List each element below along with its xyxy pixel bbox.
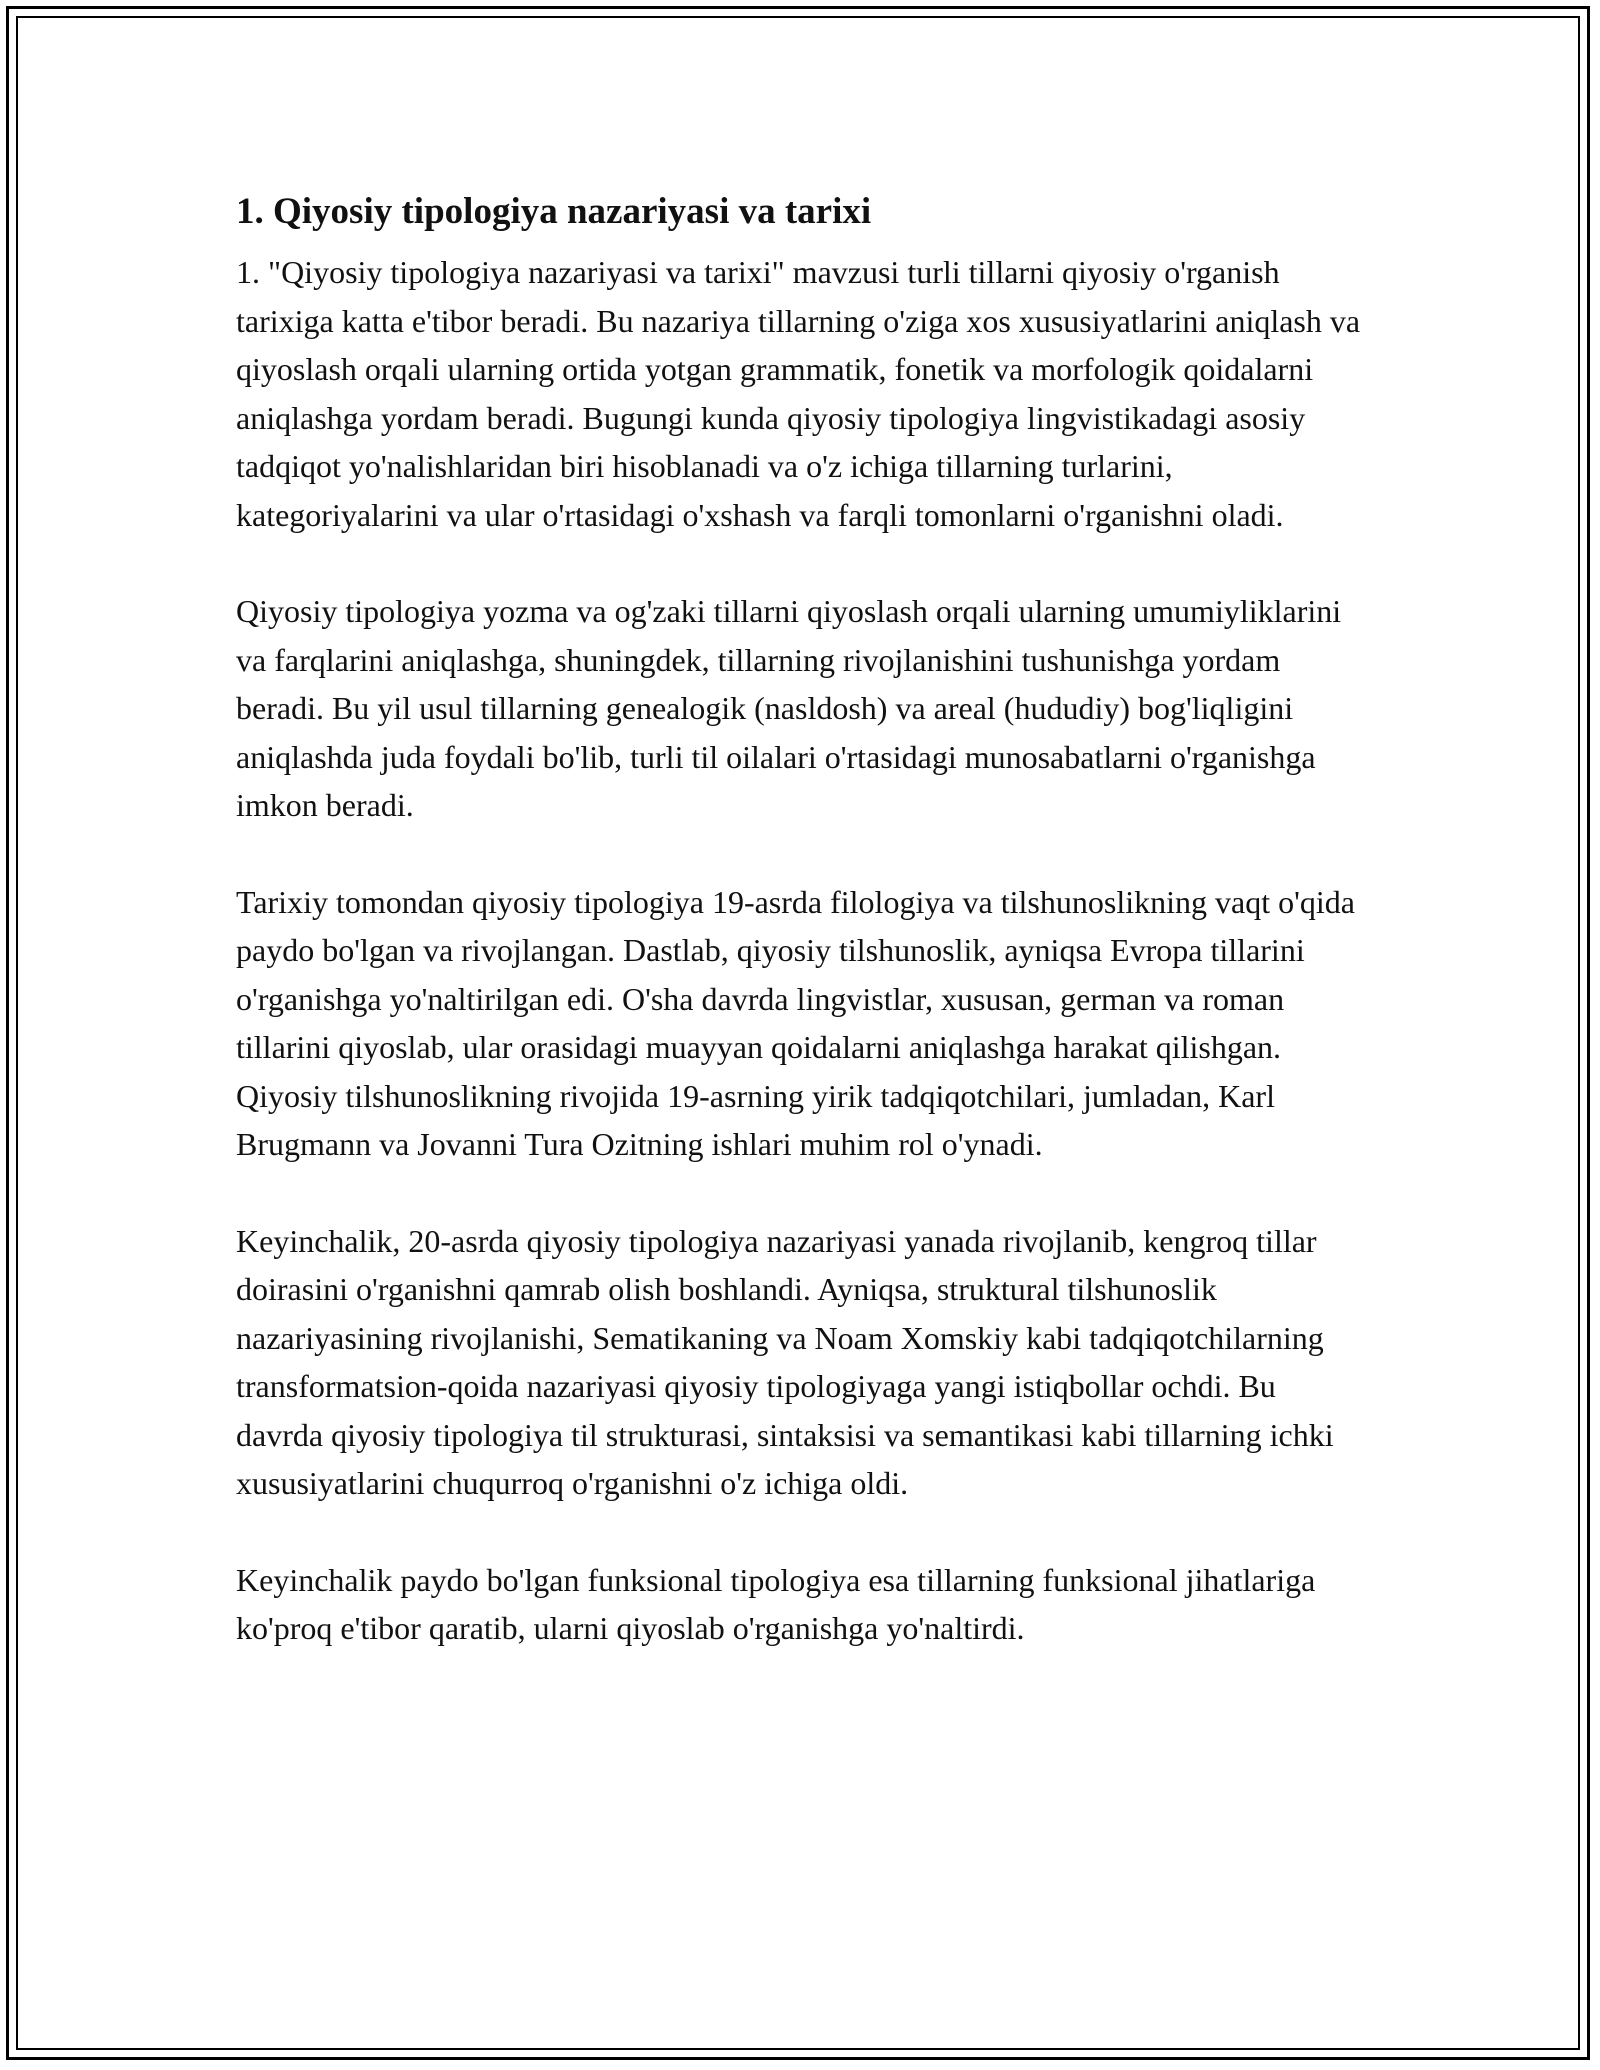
document-body	[236, 186, 1366, 1701]
paragraph-4: Keyinchalik, 20-asrda qiyosiy tipologiya nazariyasi yanada rivojlanib, kengroq tillar doirasini o'rganishni qamrab olish boshlandi. Ayniqsa, struktural tilshunoslik nazariyasining rivojlanishi, Sematikaning va Noam Xomskiy kabi tadqiqotchilarning transformatsion-qoida nazariyasi qiyosiy tipologiyaga yangi istiqbollar ochdi. Bu davrda qiyosiy tipologiya til strukturasi, sintaksisi va semantikasi kabi tillarning ichki xususiyatlarini chuqurroq o'rganishni o'z ichiga oldi.	[236, 1222, 1334, 1501]
paragraph-1: 1. "Qiyosiy tipologiya nazariyasi va tarixi" mavzusi turli tillarni qiyosiy o'rganish tarixiga katta e'tibor beradi. Bu nazariya tillarning o'ziga xos xususiyatlarini aniqlash va qiyoslash orqali ularning ortida yotgan grammatik, fonetik va morfologik qoidalarni aniqlashga yordam beradi. Bugungi kunda qiyosiy tipologiya lingvistikadagi asosiy tadqiqot yo'nalishlaridan biri hisoblanadi va o'z ichiga tillarning turlarini, kategoriyalarini va ular o'rtasidagi o'xshash va farqli tomonlarni o'rganishni oladi.	[236, 254, 1361, 533]
paragraph-3: Tarixiy tomondan qiyosiy tipologiya 19-asrda filologiya va tilshunoslikning vaqt o'qida paydo bo'lgan va rivojlangan. Dastlab, qiyosiy tilshunoslik, ayniqsa Evropa tillarini o'rganishga yo'naltirilgan edi. O'sha davrda lingvistlar, xususan, german va roman tillarini qiyoslab, ular orasidagi muayyan qoidalarni aniqlashga harakat qilishgan. Qiyosiy tilshunoslikning rivojida 19-asrning yirik tadqiqotchilari, jumladan, Karl Brugmann va Jovanni Tura Ozitning ishlari muhim rol o'ynadi.	[236, 883, 1355, 1162]
paragraph-2: Qiyosiy tipologiya yozma va og'zaki tillarni qiyoslash orqali ularning umumiyliklarini va farqlarini aniqlashga, shuningdek, tillarning rivojlanishini tushunishga yordam beradi. Bu yil usul tillarning genealogik (nasldosh) va areal (hududiy) bog'liqligini aniqlashda juda foydali bo'lib, turli til oilalari o'rtasidagi munosabatlarni o'rganishga imkon beradi.	[236, 593, 1342, 823]
document-title: 1. Qiyosiy tipologiya nazariyasi va tarixi	[236, 191, 872, 232]
paragraph-5: Keyinchalik paydo bo'lgan funksional tipologiya esa tillarning funksional jihatlariga ko'proq e'tibor qaratib, ularni qiyoslab o'rganishga yo'naltirdi.	[236, 1561, 1316, 1646]
